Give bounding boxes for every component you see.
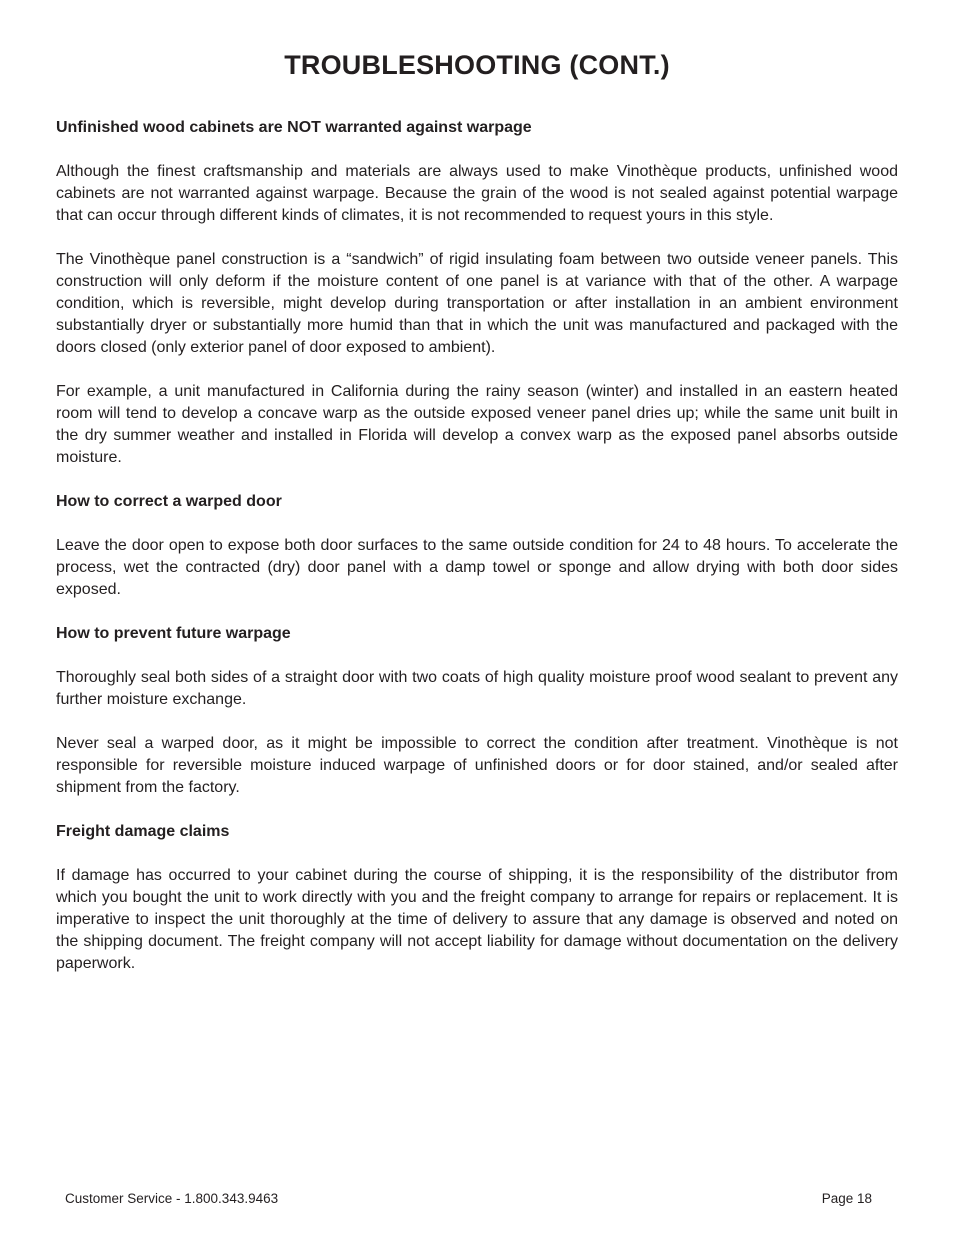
section-correct-warped-door: [56, 491, 898, 601]
page-content: [56, 117, 898, 997]
section-warranty: [56, 117, 898, 469]
footer-page-number: Page 18: [821, 1191, 872, 1206]
section-heading: Freight damage claims: [56, 823, 230, 840]
paragraph: Although the finest craftsmanship and materials are always used to make Vinothèque products, unfinished wood cabinets are not warranted against warpage. Because the grain of the wood is not sealed against potential warpage that can occur through different kinds of climates, it is not recommended to request yours in this style.: [56, 163, 898, 224]
section-heading: How to prevent future warpage: [56, 625, 291, 642]
paragraph: If damage has occurred to your cabinet during the course of shipping, it is the responsibility of the distributor from which you bought the unit to work directly with you and the freight company to arrange for repairs or replacement. It is imperative to inspect the unit thoroughly at the time of delivery to assure that any damage is observed and noted on the shipping document. The freight company will not accept liability for damage without documentation on the delivery paperwork.: [56, 867, 898, 972]
paragraph: Thoroughly seal both sides of a straight door with two coats of high quality moisture proof wood sealant to prevent any further moisture exchange.: [56, 669, 898, 708]
paragraph: For example, a unit manufactured in California during the rainy season (winter) and installed in an eastern heated room will tend to develop a concave warp as the outside exposed veneer panel dries up; while the same unit built in the dry summer weather and installed in Florida will develop a convex warp as the exposed panel absorbs outside moisture.: [56, 383, 898, 466]
paragraph: The Vinothèque panel construction is a “sandwich” of rigid insulating foam between two outside veneer panels. This construction will only deform if the moisture content of one panel is at variance with that of the other. A warpage condition, which is reversible, might develop during transportation or after installation in an ambient environment substantially dryer or substantially more humid than that in which the unit was manufactured and packaged with the doors closed (only exterior panel of door exposed to ambient).: [56, 251, 898, 356]
section-prevent-warpage: [56, 623, 898, 799]
section-heading: Unfinished wood cabinets are NOT warranted against warpage: [56, 119, 532, 136]
page-title: TROUBLESHOOTING (CONT.): [284, 50, 670, 80]
footer-customer-service: Customer Service - 1.800.343.9463: [65, 1191, 279, 1206]
section-freight-damage: [56, 821, 898, 975]
section-heading: How to correct a warped door: [56, 493, 282, 510]
paragraph: Leave the door open to expose both door surfaces to the same outside condition for 24 to 48 hours. To accelerate the process, wet the contracted (dry) door panel with a damp towel or sponge and allow drying with both door sides exposed.: [56, 537, 898, 598]
paragraph: Never seal a warped door, as it might be impossible to correct the condition after treatment. Vinothèque is not responsible for reversible moisture induced warpage of unfinished doors or for door stained, and/or sealed after shipment from the factory.: [56, 735, 898, 796]
